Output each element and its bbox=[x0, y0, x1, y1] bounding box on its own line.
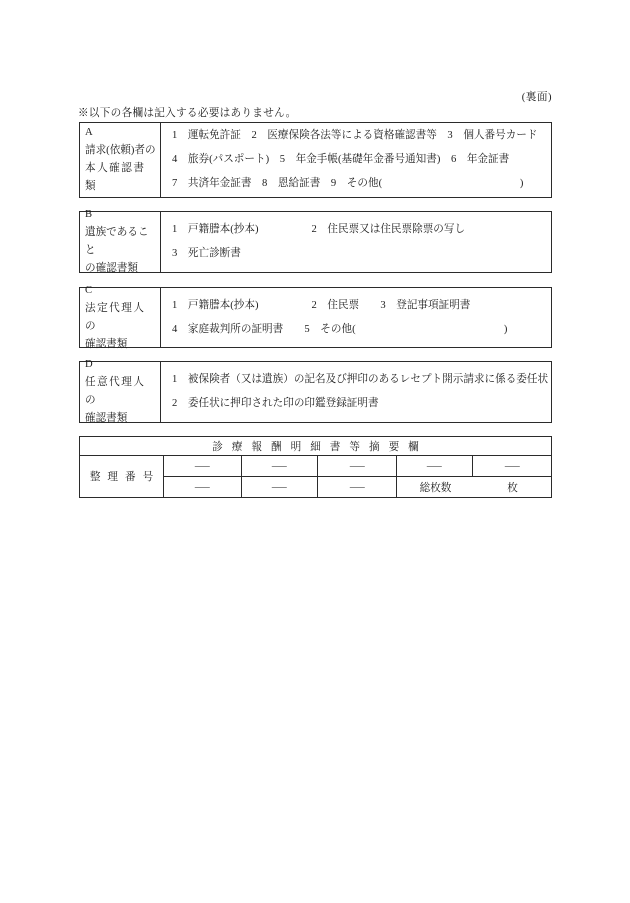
box-d-option-line-1: 1 被保険者（又は遺族）の記名及び押印のあるレセプト開示請求に係る委任状 bbox=[172, 374, 549, 385]
box-a-options bbox=[161, 123, 551, 197]
box-a-label-line-1: 請求(依頼)者の bbox=[85, 145, 156, 156]
box-c-options bbox=[161, 288, 551, 347]
dash-placeholder: ― bbox=[349, 481, 365, 493]
dash-placeholder: ― bbox=[272, 481, 287, 493]
box-b-label-line-1: 遺族であること bbox=[85, 227, 149, 256]
box-c-letter: C bbox=[85, 284, 93, 296]
box-a-requester-identity-documents bbox=[79, 122, 552, 198]
no-entry-required-note: ※以下の各欄は記入する必要はありません。 bbox=[78, 108, 297, 119]
dash-placeholder: ― bbox=[427, 460, 442, 472]
receipt-summary-title: 診療報酬明細書等摘要欄 bbox=[80, 437, 551, 456]
box-a-label-line-2: 本人確認書類 bbox=[85, 163, 146, 192]
box-d-letter: D bbox=[85, 359, 93, 370]
box-d-option-line-2: 2 委任状に押印された印の印鑑登録証明書 bbox=[172, 398, 379, 409]
summary-cell-r1c5 bbox=[473, 456, 551, 477]
dash-placeholder: ― bbox=[349, 460, 365, 472]
box-b-option-line-1: 1 戸籍謄本(抄本) 2 住民票又は住民票除票の写し bbox=[172, 224, 466, 235]
box-a-letter: A bbox=[85, 127, 93, 138]
summary-cell-r1c2 bbox=[242, 456, 318, 477]
back-side-label: (裏面) bbox=[521, 92, 552, 103]
box-c-label bbox=[80, 284, 161, 350]
box-c-legal-representative-documents bbox=[79, 284, 552, 350]
box-d-label-line-2: 確認書類 bbox=[85, 413, 128, 424]
box-d-voluntary-representative-documents bbox=[79, 361, 552, 423]
box-b-label-line-2: の確認書類 bbox=[85, 263, 138, 274]
box-a-label bbox=[80, 123, 161, 197]
box-c-option-line-2: 4 家庭裁判所の証明書 5 その他( ) bbox=[172, 323, 508, 335]
box-d-label-line-1: 任意代理人の bbox=[85, 377, 146, 406]
box-d-options bbox=[161, 362, 552, 422]
dash-placeholder: ― bbox=[272, 460, 287, 472]
summary-cell-r2c1 bbox=[164, 477, 242, 497]
box-a-option-line-1: 1 運転免許証 2 医療保険各法等による資格確認書等 3 個人番号カード bbox=[172, 130, 538, 141]
dash-placeholder: ― bbox=[195, 481, 210, 493]
box-b-option-line-2: 3 死亡診断書 bbox=[172, 248, 241, 259]
box-c-label-line-2: 確認書類 bbox=[85, 338, 128, 350]
box-b-letter: B bbox=[85, 209, 93, 220]
total-sheets-cell bbox=[397, 477, 551, 497]
box-b-options bbox=[161, 212, 551, 272]
receipt-summary-table bbox=[79, 436, 552, 498]
summary-cell-r1c3 bbox=[318, 456, 397, 477]
box-c-option-line-1: 1 戸籍謄本(抄本) 2 住民票 3 登記事項証明書 bbox=[172, 299, 471, 311]
summary-cell-r2c2 bbox=[242, 477, 318, 497]
dash-placeholder: ― bbox=[195, 460, 210, 472]
summary-cell-r1c4 bbox=[397, 456, 473, 477]
box-b-label bbox=[80, 209, 161, 274]
sheets-unit-label: 枚 bbox=[507, 482, 518, 494]
total-sheets-label: 総枚数 bbox=[419, 482, 452, 494]
summary-cell-r2c3 bbox=[318, 477, 397, 497]
reference-number-label: 整理番号 bbox=[80, 456, 164, 497]
dash-placeholder: ― bbox=[504, 460, 520, 472]
box-a-option-line-3: 7 共済年金証書 8 恩給証書 9 その他( ) bbox=[172, 178, 524, 189]
box-a-option-line-2: 4 旅券(パスポート) 5 年金手帳(基礎年金番号通知書) 6 年金証書 bbox=[172, 154, 510, 165]
box-b-bereaved-family-documents bbox=[79, 211, 552, 273]
summary-cell-r1c1 bbox=[164, 456, 242, 477]
box-d-label bbox=[80, 359, 161, 424]
box-c-label-line-1: 法定代理人の bbox=[85, 302, 146, 332]
